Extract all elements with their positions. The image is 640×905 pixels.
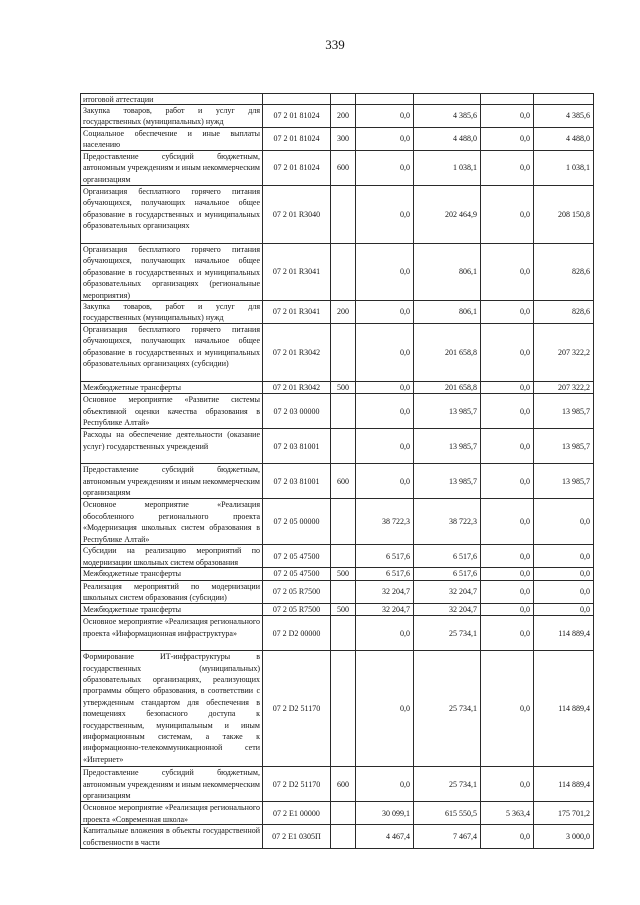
amount-cell-1: 0,0 xyxy=(356,429,414,464)
item-name-cell xyxy=(81,616,263,651)
target-code-cell: 07 2 01 81024 xyxy=(263,151,331,186)
item-name-text: Расходы на обеспечение деятельности (оказание услуг) государственных учреждений xyxy=(83,430,260,451)
target-code-cell: 07 2 01 81024 xyxy=(263,105,331,128)
amount-cell-2: 202 464,9 xyxy=(414,186,481,244)
target-code-cell: 07 2 03 81001 xyxy=(263,429,331,464)
item-name-cell xyxy=(81,324,263,382)
amount-cell-4: 0,0 xyxy=(534,545,594,568)
amount-cell-1: 0,0 xyxy=(356,186,414,244)
amount-cell-3: 0,0 xyxy=(481,394,534,429)
table-row xyxy=(81,186,594,244)
amount-cell-2: 806,1 xyxy=(414,244,481,301)
amount-cell-2: 201 658,8 xyxy=(414,324,481,382)
expense-type-cell xyxy=(331,244,356,301)
table-row xyxy=(81,802,594,825)
target-code-cell: 07 2 05 47500 xyxy=(263,545,331,568)
target-code-cell: 07 2 01 R3040 xyxy=(263,186,331,244)
amount-cell-1: 0,0 xyxy=(356,244,414,301)
amount-cell-3: 0,0 xyxy=(481,499,534,545)
amount-cell-2: 32 204,7 xyxy=(414,580,481,603)
item-name-text: Закупка товаров, работ и услуг для государственных (муниципальных) нужд xyxy=(83,302,260,323)
item-name-cell xyxy=(81,464,263,499)
amount-cell-4 xyxy=(534,94,594,105)
amount-cell-4: 4 385,6 xyxy=(534,105,594,128)
item-name-text: Основное мероприятие «Реализация обособленного регионального проекта «Модернизация школьных систем образования в Республике Алтай» xyxy=(83,500,260,544)
amount-cell-2: 25 734,1 xyxy=(414,767,481,802)
target-code-cell: 07 2 05 00000 xyxy=(263,499,331,545)
amount-cell-1: 0,0 xyxy=(356,382,414,394)
expense-type-cell xyxy=(331,651,356,767)
item-name-text: Организация бесплатного горячего питания обучающихся, получающих начальное общее образование в государственных и муниципальных образовательных организациях (субсидии) xyxy=(83,325,260,369)
item-name-cell xyxy=(81,651,263,767)
amount-cell-3: 0,0 xyxy=(481,186,534,244)
amount-cell-4: 0,0 xyxy=(534,568,594,580)
target-code-cell: 07 2 01 R3041 xyxy=(263,301,331,324)
amount-cell-2: 32 204,7 xyxy=(414,603,481,615)
item-name-text: Социальное обеспечение и иные выплаты населению xyxy=(83,129,260,150)
amount-cell-3: 0,0 xyxy=(481,568,534,580)
item-name-cell xyxy=(81,394,263,429)
amount-cell-2: 6 517,6 xyxy=(414,568,481,580)
item-name-cell xyxy=(81,568,263,580)
amount-cell-1: 38 722,3 xyxy=(356,499,414,545)
table-row xyxy=(81,244,594,301)
expense-type-cell: 200 xyxy=(331,301,356,324)
target-code-cell: 07 2 05 R7500 xyxy=(263,580,331,603)
expense-type-cell xyxy=(331,545,356,568)
amount-cell-3: 0,0 xyxy=(481,825,534,849)
target-code-cell: 07 2 D2 00000 xyxy=(263,616,331,651)
target-code-cell: 07 2 01 R3042 xyxy=(263,382,331,394)
table-row xyxy=(81,429,594,464)
amount-cell-4: 1 038,1 xyxy=(534,151,594,186)
amount-cell-3: 0,0 xyxy=(481,651,534,767)
item-name-text: Субсидии на реализацию мероприятий по модернизации школьных систем образования xyxy=(83,546,260,567)
amount-cell-1: 0,0 xyxy=(356,324,414,382)
item-name-cell xyxy=(81,802,263,825)
table-row xyxy=(81,580,594,603)
amount-cell-4: 828,6 xyxy=(534,301,594,324)
expense-type-cell xyxy=(331,825,356,849)
table-row xyxy=(81,301,594,324)
amount-cell-2: 25 734,1 xyxy=(414,651,481,767)
amount-cell-1: 0,0 xyxy=(356,651,414,767)
item-name-cell xyxy=(81,105,263,128)
target-code-cell: 07 2 05 47500 xyxy=(263,568,331,580)
amount-cell-1: 4 467,4 xyxy=(356,825,414,849)
amount-cell-3 xyxy=(481,94,534,105)
item-name-cell xyxy=(81,186,263,244)
amount-cell-4: 13 985,7 xyxy=(534,429,594,464)
item-name-text: Основное мероприятие «Развитие системы объективной оценки качества образования в Республике Алтай» xyxy=(83,395,260,428)
table-row xyxy=(81,324,594,382)
expense-type-cell: 600 xyxy=(331,767,356,802)
item-name-text: итоговой аттестации xyxy=(83,95,154,104)
amount-cell-2: 201 658,8 xyxy=(414,382,481,394)
amount-cell-4: 114 889,4 xyxy=(534,767,594,802)
amount-cell-1 xyxy=(356,94,414,105)
amount-cell-3: 0,0 xyxy=(481,767,534,802)
table-row xyxy=(81,151,594,186)
target-code-cell: 07 2 E1 00000 xyxy=(263,802,331,825)
table-row xyxy=(81,105,594,128)
amount-cell-4: 13 985,7 xyxy=(534,464,594,499)
amount-cell-3: 0,0 xyxy=(481,616,534,651)
expense-type-cell xyxy=(331,186,356,244)
amount-cell-2: 806,1 xyxy=(414,301,481,324)
expense-type-cell: 500 xyxy=(331,382,356,394)
expense-type-cell: 600 xyxy=(331,151,356,186)
amount-cell-3: 0,0 xyxy=(481,464,534,499)
amount-cell-3: 0,0 xyxy=(481,128,534,151)
amount-cell-2: 7 467,4 xyxy=(414,825,481,849)
item-name-text: Организация бесплатного горячего питания обучающихся, получающих начальное общее образование в государственных и муниципальных образовательных организациях (региональные мероприятия) xyxy=(83,245,260,300)
target-code-cell: 07 2 01 81024 xyxy=(263,128,331,151)
amount-cell-2 xyxy=(414,94,481,105)
expense-type-cell: 200 xyxy=(331,105,356,128)
amount-cell-4: 114 889,4 xyxy=(534,616,594,651)
amount-cell-4: 0,0 xyxy=(534,603,594,615)
table-row xyxy=(81,394,594,429)
amount-cell-2: 4 385,6 xyxy=(414,105,481,128)
amount-cell-3: 0,0 xyxy=(481,580,534,603)
item-name-text: Межбюджетные трансферты xyxy=(83,383,181,392)
table-row xyxy=(81,616,594,651)
amount-cell-2: 13 985,7 xyxy=(414,429,481,464)
amount-cell-2: 6 517,6 xyxy=(414,545,481,568)
amount-cell-2: 615 550,5 xyxy=(414,802,481,825)
item-name-text: Межбюджетные трансферты xyxy=(83,569,181,579)
amount-cell-1: 0,0 xyxy=(356,394,414,429)
amount-cell-4: 114 889,4 xyxy=(534,651,594,767)
amount-cell-4: 175 701,2 xyxy=(534,802,594,825)
amount-cell-4: 4 488,0 xyxy=(534,128,594,151)
item-name-text: Основное мероприятие «Реализация регионального проекта «Современная школа» xyxy=(83,803,260,824)
amount-cell-4: 828,6 xyxy=(534,244,594,301)
amount-cell-3: 0,0 xyxy=(481,105,534,128)
amount-cell-1: 0,0 xyxy=(356,301,414,324)
amount-cell-1: 32 204,7 xyxy=(356,580,414,603)
table-row xyxy=(81,499,594,545)
amount-cell-3: 0,0 xyxy=(481,244,534,301)
item-name-text: Организация бесплатного горячего питания обучающихся, получающих начальное общее образование в государственных и муниципальных образовательных организациях xyxy=(83,187,260,231)
table-row xyxy=(81,545,594,568)
amount-cell-3: 0,0 xyxy=(481,603,534,615)
item-name-text: Предоставление субсидий бюджетным, автономным учреждениям и иным некоммерческим организациям xyxy=(83,465,260,498)
item-name-text: Предоставление субсидий бюджетным, автономным учреждениям и иным некоммерческим организациям xyxy=(83,768,260,801)
amount-cell-1: 6 517,6 xyxy=(356,568,414,580)
item-name-text: Межбюджетные трансферты xyxy=(83,604,181,614)
amount-cell-3: 0,0 xyxy=(481,324,534,382)
expense-type-cell xyxy=(331,616,356,651)
target-code-cell xyxy=(263,94,331,105)
table-row xyxy=(81,464,594,499)
target-code-cell: 07 2 05 R7500 xyxy=(263,603,331,615)
amount-cell-2: 4 488,0 xyxy=(414,128,481,151)
amount-cell-1: 0,0 xyxy=(356,464,414,499)
amount-cell-1: 0,0 xyxy=(356,105,414,128)
item-name-text: Предоставление субсидий бюджетным, автономным учреждениям и иным некоммерческим организациям xyxy=(83,152,260,184)
table-row xyxy=(81,603,594,615)
target-code-cell: 07 2 03 81001 xyxy=(263,464,331,499)
amount-cell-2: 38 722,3 xyxy=(414,499,481,545)
item-name-cell xyxy=(81,151,263,186)
amount-cell-1: 0,0 xyxy=(356,616,414,651)
table-row xyxy=(81,651,594,767)
item-name-cell xyxy=(81,382,263,394)
item-name-cell xyxy=(81,429,263,464)
amount-cell-1: 32 204,7 xyxy=(356,603,414,615)
item-name-cell xyxy=(81,545,263,568)
expense-type-cell: 500 xyxy=(331,603,356,615)
item-name-cell xyxy=(81,301,263,324)
amount-cell-3: 0,0 xyxy=(481,545,534,568)
amount-cell-3: 5 363,4 xyxy=(481,802,534,825)
amount-cell-1: 0,0 xyxy=(356,128,414,151)
item-name-cell xyxy=(81,244,263,301)
table-row xyxy=(81,767,594,802)
amount-cell-4: 3 000,0 xyxy=(534,825,594,849)
amount-cell-4: 13 985,7 xyxy=(534,394,594,429)
amount-cell-3: 0,0 xyxy=(481,382,534,394)
amount-cell-2: 13 985,7 xyxy=(414,394,481,429)
item-name-text: Основное мероприятие «Реализация регионального проекта «Информационная инфраструктура» xyxy=(83,617,260,638)
expense-type-cell: 500 xyxy=(331,568,356,580)
page-number: 339 xyxy=(325,37,345,52)
item-name-cell xyxy=(81,603,263,615)
table-row xyxy=(81,568,594,580)
expense-type-cell xyxy=(331,94,356,105)
table-row xyxy=(81,94,594,105)
expense-type-cell xyxy=(331,394,356,429)
item-name-text: Капитальные вложения в объекты государственной собственности в части xyxy=(83,826,260,847)
target-code-cell: 07 2 03 00000 xyxy=(263,394,331,429)
amount-cell-1: 0,0 xyxy=(356,151,414,186)
item-name-cell xyxy=(81,128,263,151)
amount-cell-3: 0,0 xyxy=(481,301,534,324)
item-name-cell xyxy=(81,825,263,849)
amount-cell-3: 0,0 xyxy=(481,151,534,186)
expense-type-cell xyxy=(331,499,356,545)
amount-cell-4: 0,0 xyxy=(534,580,594,603)
amount-cell-3: 0,0 xyxy=(481,429,534,464)
amount-cell-4: 208 150,8 xyxy=(534,186,594,244)
amount-cell-1: 0,0 xyxy=(356,767,414,802)
table-body xyxy=(81,94,594,849)
expense-type-cell: 600 xyxy=(331,464,356,499)
expense-type-cell xyxy=(331,802,356,825)
item-name-text: Закупка товаров, работ и услуг для государственных (муниципальных) нужд xyxy=(83,106,260,127)
item-name-cell xyxy=(81,580,263,603)
amount-cell-2: 1 038,1 xyxy=(414,151,481,186)
expense-type-cell xyxy=(331,429,356,464)
expense-type-cell xyxy=(331,324,356,382)
table-row xyxy=(81,825,594,849)
table-row xyxy=(81,382,594,394)
table-row xyxy=(81,128,594,151)
target-code-cell: 07 2 01 R3041 xyxy=(263,244,331,301)
item-name-text: Реализация мероприятий по модернизации школьных систем образования (субсидии) xyxy=(83,581,260,603)
item-name-cell xyxy=(81,767,263,802)
amount-cell-2: 25 734,1 xyxy=(414,616,481,651)
amount-cell-4: 207 322,2 xyxy=(534,324,594,382)
target-code-cell: 07 2 01 R3042 xyxy=(263,324,331,382)
target-code-cell: 07 2 D2 51170 xyxy=(263,767,331,802)
amount-cell-1: 30 099,1 xyxy=(356,802,414,825)
amount-cell-4: 0,0 xyxy=(534,499,594,545)
expense-type-cell xyxy=(331,580,356,603)
item-name-cell xyxy=(81,94,263,105)
item-name-cell xyxy=(81,499,263,545)
target-code-cell: 07 2 D2 51170 xyxy=(263,651,331,767)
expense-type-cell: 300 xyxy=(331,128,356,151)
budget-table xyxy=(80,93,594,849)
amount-cell-4: 207 322,2 xyxy=(534,382,594,394)
amount-cell-1: 6 517,6 xyxy=(356,545,414,568)
item-name-text: Формирование ИТ-инфраструктуры в государственных (муниципальных) образовательных организациях, реализующих программы общего образования, в соответствии с утвержденным стандартом для обеспечения в помещениях безопасного доступа к государственным, муниципальным и иным информационным системам, а также к информационно-телекоммуникационной сети «Интернет» xyxy=(83,652,260,764)
amount-cell-2: 13 985,7 xyxy=(414,464,481,499)
target-code-cell: 07 2 E1 0305П xyxy=(263,825,331,849)
